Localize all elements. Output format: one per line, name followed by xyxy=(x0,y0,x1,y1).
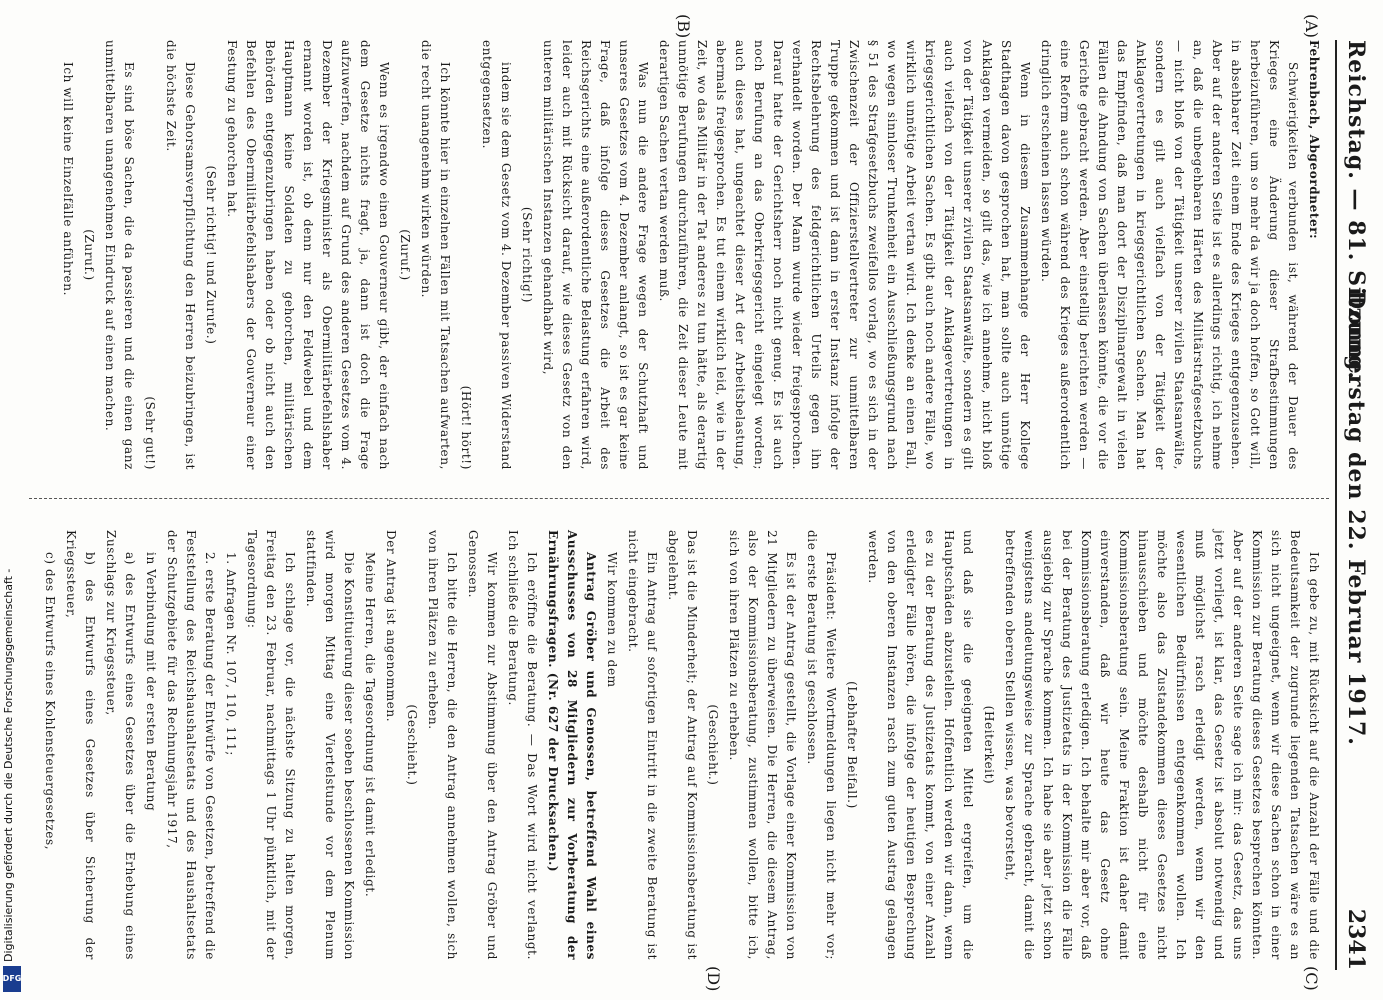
margin-marker-a: (A) xyxy=(1302,14,1321,39)
interjection: (Sehr gut!) xyxy=(143,396,157,470)
header-session: Reichstag. — 81. Sitzung. xyxy=(1343,40,1369,381)
column-divider xyxy=(29,498,1329,499)
interjection: (Sehr richtig!) xyxy=(520,206,534,304)
page-number: 2341 xyxy=(1343,908,1369,970)
paragraph: Ich will keine Einzelfälle anführen. xyxy=(61,62,75,296)
paragraph: b) des Entwurfs eines Gesetzes über Sicherung der Kriegssteuer, xyxy=(64,530,97,960)
left-text-column xyxy=(56,40,1323,470)
page-header xyxy=(1335,40,1377,970)
dfg-logo: DFG xyxy=(3,966,21,992)
paragraph: Schwierigkeiten verbunden ist, während der Dauer des Krieges eine Änderung dieser Strafbestimmungen herbeizuführen, um so mehr da wir ja doch hoffen, so Gott will, in absehbarer Zeit einem Ende des Krieges entgegenzusehen. Aber auf der anderen Seite ist es allerdings richtig, ich nehme an, daß die unbegehbaren Härten des Militärstrafgesetzbuchs — nicht bloß von der Tätigkeit unserer zivilen Staatsanwälte, sondern es gilt auch vielfach von der Tätigkeit der Anklagevertretungen in kriegsgerichtlichen Sachen. Man hat das Empfinden, daß man dort der Disziplinargewalt in vielen Fällen die Ahndung von Sachen überlassen könnte, die vor die Gerichte gebracht werden. Aber einstellig berichten werden — eine Reform auch schon während des Krieges außerordentlich dringlich erscheinen lassen würden. xyxy=(1039,40,1300,470)
interjection: (Hört! hört!) xyxy=(459,385,473,470)
paragraph: Ich schlage vor, die nächste Sitzung zu halten morgen, Freitag den 23. Februar, nachmittags 1 Uhr pünktlich, mit der Tagesordnung: xyxy=(245,530,297,960)
paragraph: Das ist die Minderheit; der Antrag auf Kommissionsberatung ist abgelehnt. xyxy=(666,530,699,960)
digitization-footer xyxy=(0,0,24,1000)
interjection: (Geschieht.) xyxy=(706,704,720,786)
paragraph: 1. Anfragen Nr. 107, 110, 111; xyxy=(224,552,238,756)
paragraph: Wenn in diesem Zusammenhange der Herr Kollege Stadthagen davon gesprochen hat, man sollte auch unnötige Anklagen vermeiden, so gilt das, wie ich annehme, nicht bloß von der Tätigkeit unserer zivilen Staatsanwälte, sondern es gilt auch vielfach von der Tätigkeit der Anklagevertretungen in kriegsgerichtlichen Sachen. Es gibt auch noch andere Fälle, wo wirklich unnötige Arbeit vertan wird. Ich denke an einen Fall, wo wegen sinnloser Trunkenheit ein Ausschließungsgrund nach § 51 des Strafgesetzbuchs zweifellos vorlag, wo es sich in der Zwischenzeit der Offizierstellvertreter zur unmittelbaren Truppe gekommen und ist dann in erster Instanz infolge der Rechtsbelehrung des feldgerichtlichen Urteils gegen ihn verhandelt worden. Der Mann wurde wieder freigesprochen. Darauf hatte der Gerichtsherr noch nicht genug. Es ist auch noch Berufung an das Oberkriegsgericht eingelegt worden; auch dieses hat, ungeachtet dieser Art der Arbeitsbelastung, abermals freigesprochen. Es tut einem wirklich leid, wie in der Zeit, wo das Militär in der Tat anderes zu tun hätte, als derartig unnötige Berufungen durchzuführen, die Zeit dieser Leute mit derartigen Sachen vertan werden muß. xyxy=(657,40,1032,470)
paragraph: Es ist der Antrag gestellt, die Vorlage einer Kommission von 21 Mitgliedern zu überweisen. Die Herren, die diesem Antrag, also der Kommissionsberatung, zustimmen wollen, bitte ich, sich von ihren Plätzen zu erheben. xyxy=(727,530,798,960)
paragraph: Ich eröffne die Beratung. — Das Wort wird nicht verlangt. Ich schließe die Beratung. xyxy=(506,530,539,960)
paragraph: Die Konstituierung dieser soeben beschlossenen Kommission wird morgen Mittag eine Viertelstunde vor dem Plenum stattfinden. xyxy=(304,530,356,960)
header-date: Donnerstag den 22. Februar 1917. xyxy=(1343,290,1369,746)
paragraph: Ich bitte die Herren, die den Antrag annehmen wollen, sich von ihren Plätzen zu erheben. xyxy=(426,530,459,960)
interjection: (Heiterkeit) xyxy=(982,705,996,785)
margin-marker-d: (D) xyxy=(704,966,723,992)
paragraph: 2. erste Beratung der Entwürfe von Gesetzen, betreffend die Feststellung des Reichshaushaltsetats und des Haushaltsetats der Schutzgebiete für das Rechnungsjahr 1917, xyxy=(165,530,217,960)
paragraph: Wenn es irgendwo einen Gouverneur gibt, der einfach nach dem Gesetze nichts fragt, ja, dann ist doch die Frage aufzuwerfen, nachdem auf Grund des anderen Gesetzes vom 4. Dezember der Kriegsminister als Obermilitärbefehlshaber ernannt worden ist, ob denn nur den Feldwebel und dem Hauptmann keine Soldaten zu gehorchen, militärischen Behörden entgegenzubringen haben oder ob nicht auch den Befehlen des Obermilitärbefehlshabers der Gouverneur einer Festung zu gehorchen hat. xyxy=(225,40,391,470)
paragraph: Ich gebe zu, mit Rücksicht auf die Anzahl der Fälle und die Bedeutsamkeit der zugrunde liegenden Tatsachen wäre es an sich nicht ungeeignet, wenn wir diese Sachen schon in einer Kommission zur Beratung dieses Gesetzes besprechen könnten. Aber auf der anderen Seite sage ich mir: das Gesetz, das uns jetzt vorliegt, ist klar, das Gesetz ist absolut notwendig und muß möglichst rasch erledigt werden, wenn wir den wesentlichen Bedürfnissen entgegenkommen wollen. Ich möchte also das Zustandekommen dieses Gesetzes nicht hinausschieben und möchte deshalb nicht für eine Kommissionsberatung sein. Meine Fraktion ist daher damit einverstanden, daß wir heute das Gesetz ohne Kommissionsberatung erledigen. Ich behalte mir aber vor, daß bei der Beratung des Justizetats in der Kommission die Fälle ausgiebig zur Sprache kommen. Ich habe sie aber jetzt schon wenigstens andeutungsweise zur Sprache gebracht, damit die betreffenden oberen Stellen wissen, was bevorsteht, xyxy=(1003,530,1321,960)
interjection: (Zuruf.) xyxy=(82,229,96,281)
paragraph: Ich könnte hier in einzelnen Fällen mit Tatsachen aufwarten, die recht unangenehm wirken würden. xyxy=(419,40,452,470)
paragraph: in Verbindung mit der ersten Beratung xyxy=(144,552,158,812)
paragraph: a) des Entwurfs eines Gesetzes über die Erhebung eines Zuschlags zur Kriegssteuer, xyxy=(104,530,137,960)
right-text-column xyxy=(38,530,1323,960)
speaker-name: Fehrenbach, Abgeordneter: xyxy=(1307,40,1321,240)
interjection: (Lebhafter Beifall.) xyxy=(845,681,859,809)
paragraph: Meine Herren, die Tagesordnung ist damit erledigt. xyxy=(363,552,377,898)
paragraph: Es sind böse Sachen, die da passieren und die einen ganz unmittelbaren unangenehmen Eindruck auf einen machen. xyxy=(103,40,136,470)
paragraph: Der Antrag ist angenommen. xyxy=(384,530,398,723)
interjection: (Zuruf.) xyxy=(398,229,412,281)
paragraph: Diese Gehorsamsverpflichtung den Herren beizubringen, ist die höchste Zeit. xyxy=(164,40,197,470)
paragraph: Wir kommen zur Abstimmung über den Antrag Gröber und Genossen. xyxy=(466,530,499,960)
agenda-item-heading: Antrag Gröber und Genossen, betreffend Wahl eines Ausschusses von 28 Mitgliedern zur Vorberatung der Ernährungsfragen. (Nr. 627 der Drucksachen.) xyxy=(546,530,598,960)
paragraph: c) des Entwurfs eines Kohlensteuergesetzes, xyxy=(43,552,57,851)
paragraph: Was nun die andere Frage wegen der Schutzhaft und unseres Gesetzes vom 4. Dezember anlangt, so ist es gar keine Frage, daß infolge dieses Gesetzes die Arbeit des Reichsgerichts eine außerordentliche Belastung erfahren wird, leider auch mit Rücksicht darauf, wie dieses Gesetz von den unteren militärischen Instanzen gehandhabt wird, xyxy=(541,40,650,470)
margin-marker-c: (C) xyxy=(1302,966,1321,991)
paragraph: indem sie dem Gesetz vom 4. Dezember passiven Widerstand entgegensetzen. xyxy=(480,40,513,470)
margin-marker-b: (B) xyxy=(674,14,693,39)
paragraph: und daß sie die geeigneten Mittel ergreifen, um die Hauptschäden abzustellen. Hoffentlich werden wir dann, wenn es zu der Beratung des Justizetats kommt, von einer Anzahl erledigter Fälle hören, die infolge der heutigen Besprechung von den oberen Instanzen rasch zum guten Austrag gelangen werden. xyxy=(866,530,975,960)
interjection: (Geschieht.) xyxy=(405,704,419,786)
paragraph: Präsident: Weitere Wortmeldungen liegen nicht mehr vor; die erste Beratung ist geschlossen. xyxy=(805,530,838,960)
paragraph: Wir kommen zu dem xyxy=(605,552,619,688)
digitization-credit: Digitalisierung gefördert durch die Deutsche Forschungsgemeinschaft - xyxy=(2,568,15,962)
interjection: (Sehr richtig! und Zurufe.) xyxy=(204,165,218,345)
paragraph: Ein Antrag auf sofortigen Eintritt in die zweite Beratung ist nicht eingebracht. xyxy=(626,530,659,960)
